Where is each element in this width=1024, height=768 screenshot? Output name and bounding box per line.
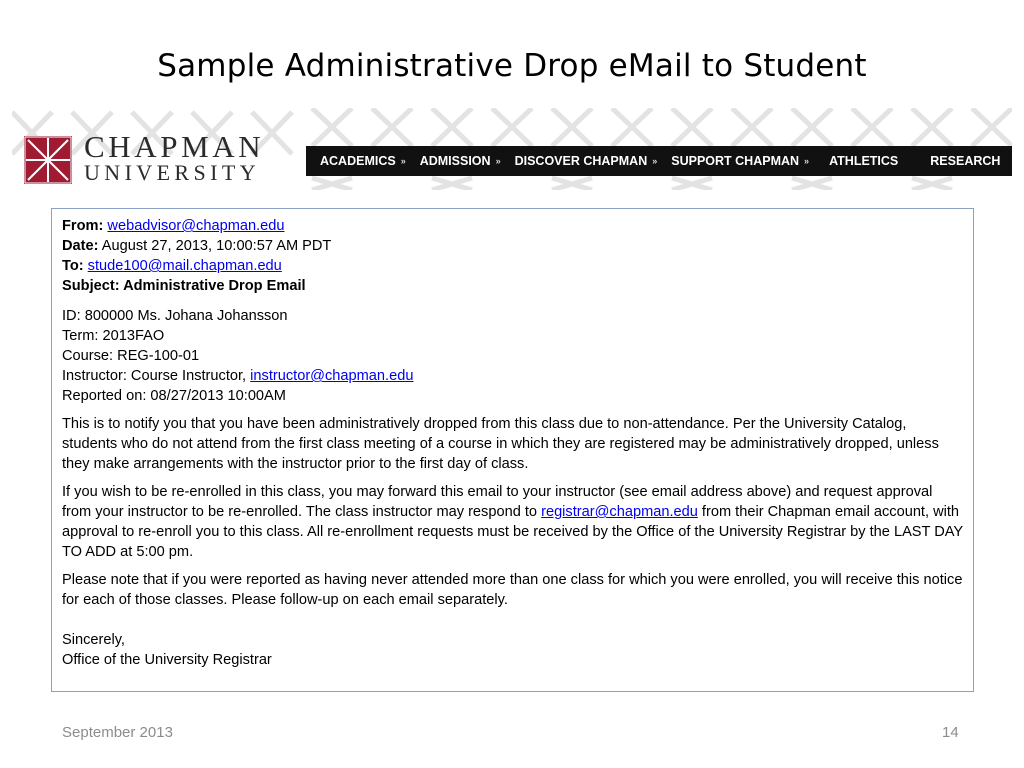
nav-item-support-chapman[interactable] <box>657 154 809 168</box>
chevron-down-icon: » <box>804 156 810 166</box>
nav-label: DISCOVER CHAPMAN <box>514 154 648 168</box>
closing: Sincerely, <box>62 632 125 648</box>
course-line: Course: REG-100-01 <box>62 348 200 364</box>
nav-item-academics[interactable] <box>306 154 406 168</box>
paragraph-multiple-classes: Please note that if you were reported as having never attended more than one class for which you were enrolled, you will receive this notice for each of those classes. Please follow-up on each email separately. <box>62 572 963 608</box>
logo-line2: UNIVERSITY <box>84 160 260 185</box>
page-number: 14 <box>942 724 959 741</box>
date-label: Date: <box>62 238 99 254</box>
chapman-logo-icon[interactable] <box>24 136 72 184</box>
signature: Office of the University Registrar <box>62 652 272 668</box>
reported-line: Reported on: 08/27/2013 10:00AM <box>62 388 286 404</box>
to-email-link[interactable]: stude100@mail.chapman.edu <box>87 258 282 274</box>
instructor-email-link[interactable]: instructor@chapman.edu <box>250 368 414 384</box>
footer-date: September 2013 <box>62 724 173 741</box>
paragraph-notice: This is to notify you that you have been administratively dropped from this class due to non-attendance. Per the University Catalog, students who do not attend from the first class meeting of a course in which they are registered may be administratively dropped, unless they make arrangements with the instructor prior to the first day of class. <box>62 416 939 472</box>
nav-label: RESEARCH <box>930 154 1001 168</box>
instructor-line <box>62 366 963 386</box>
chevron-down-icon: » <box>652 156 658 166</box>
chapman-wordmark[interactable] <box>84 129 265 185</box>
nav-item-athletics[interactable] <box>809 154 898 168</box>
email-from <box>62 216 963 236</box>
nav-label: ATHLETICS <box>829 154 899 168</box>
reenroll-text-before: If you wish to be re-enrolled in this class, you may forward this email to your instructor (see email address above) and request approval from your instructor to be re-enrolled. The class instructor may respond to <box>62 484 933 520</box>
from-label: From: <box>62 218 104 234</box>
instructor-prefix: Instructor: Course Instructor, <box>62 368 251 384</box>
term-line: Term: 2013FAO <box>62 328 165 344</box>
to-label: To: <box>62 258 84 274</box>
email-to <box>62 256 963 276</box>
reenroll-text-after: from their Chapman email account, with approval to re-enroll you to this class. All re-enrollment requests must be received by the Office of the University Registrar by the LAST DAY TO ADD at 5:00 pm. <box>62 504 963 560</box>
student-id-line: ID: 800000 Ms. Johana Johansson <box>62 308 288 324</box>
nav-item-discover-chapman[interactable] <box>501 154 658 168</box>
chevron-down-icon: » <box>400 156 406 166</box>
date-value: August 27, 2013, 10:00:57 AM PDT <box>101 238 332 254</box>
email-subject <box>62 276 963 296</box>
paragraph-reenroll <box>62 482 963 562</box>
main-nav <box>306 146 1012 176</box>
nav-label: SUPPORT CHAPMAN <box>671 154 800 168</box>
drop-details <box>62 306 963 406</box>
chevron-down-icon: » <box>495 156 501 166</box>
registrar-email-link[interactable]: registrar@chapman.edu <box>541 504 698 520</box>
nav-item-admission[interactable] <box>406 154 501 168</box>
nav-item-research[interactable] <box>898 154 1000 168</box>
email-message <box>51 208 974 692</box>
subject-text: Subject: Administrative Drop Email <box>62 278 306 294</box>
email-date <box>62 236 963 256</box>
from-email-link[interactable]: webadvisor@chapman.edu <box>107 218 285 234</box>
logo-line1: CHAPMAN <box>84 129 265 164</box>
slide-title: Sample Administrative Drop eMail to Student <box>157 48 867 84</box>
nav-label: ACADEMICS <box>320 154 396 168</box>
nav-label: ADMISSION <box>419 154 491 168</box>
chapman-banner <box>12 108 1012 190</box>
